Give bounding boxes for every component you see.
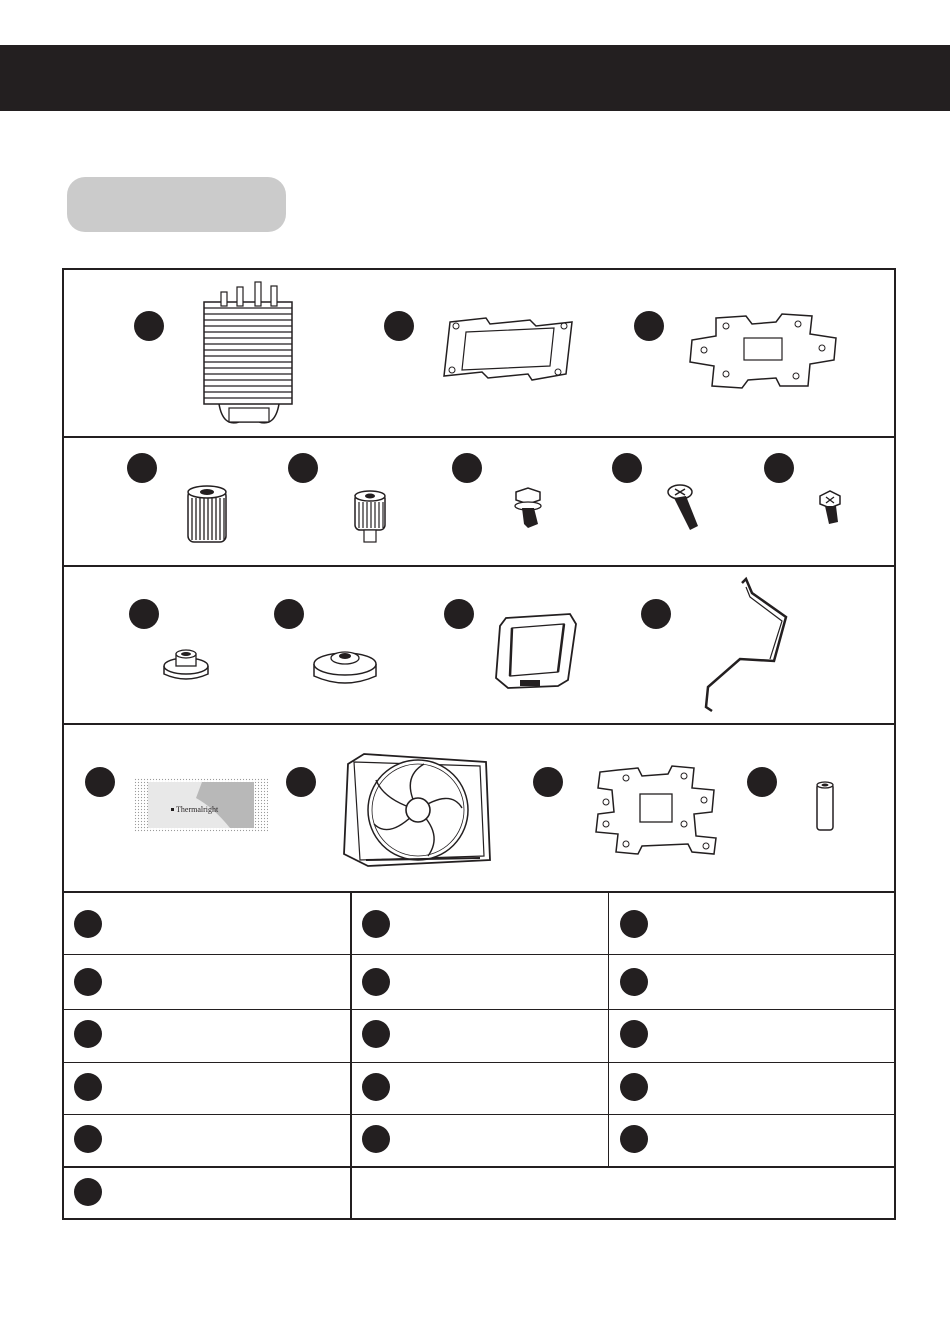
- socket-frame-icon: [488, 610, 584, 692]
- legend-divider: [608, 893, 609, 1166]
- part-number-badge: [129, 599, 159, 629]
- part-number-badge: [134, 311, 164, 341]
- legend-row-divider: [64, 1009, 896, 1010]
- part-number-badge: [288, 453, 318, 483]
- part-number-badge: [286, 767, 316, 797]
- spacer-small-icon: [160, 648, 212, 684]
- legend-badge: [74, 968, 102, 996]
- legend-badge: [362, 910, 390, 938]
- legend-badge: [74, 1020, 102, 1048]
- backplate-icon: [686, 310, 841, 392]
- part-number-badge: [127, 453, 157, 483]
- parts-diagram-frame: [62, 268, 896, 1220]
- screw-long-icon: [664, 482, 706, 532]
- part-number-badge: [612, 453, 642, 483]
- part-number-badge: [274, 599, 304, 629]
- part-number-badge: [634, 311, 664, 341]
- part-number-badge: [444, 599, 474, 629]
- spacer-large-icon: [310, 644, 380, 690]
- part-number-badge: [85, 767, 115, 797]
- legend-row-divider: [64, 954, 896, 955]
- row-divider: [64, 891, 894, 893]
- legend-badge: [74, 1125, 102, 1153]
- standoff-tube-icon: [814, 778, 836, 834]
- legend-badge: [620, 968, 648, 996]
- knurled-standoff-small-icon: [350, 488, 390, 546]
- legend-divider: [350, 893, 352, 1220]
- legend-row-divider: [64, 1114, 896, 1115]
- cooling-fan-icon: [340, 748, 502, 870]
- screw-washer-icon: [508, 484, 548, 530]
- row-divider: [64, 565, 894, 567]
- legend-badge: [362, 1020, 390, 1048]
- legend-badge: [74, 1178, 102, 1206]
- legend-badge: [362, 1073, 390, 1101]
- section-title-pill: [67, 177, 286, 232]
- frame-bracket-icon: [436, 310, 584, 390]
- part-number-badge: [747, 767, 777, 797]
- legend-badge: [620, 1073, 648, 1101]
- part-number-badge: [384, 311, 414, 341]
- part-number-badge: [533, 767, 563, 797]
- header-bar: [0, 45, 950, 111]
- part-number-badge: [452, 453, 482, 483]
- paste-brand-text: Thermalright: [176, 805, 219, 814]
- legend-badge: [620, 1020, 648, 1048]
- row-divider: [64, 436, 894, 438]
- part-number-badge: [764, 453, 794, 483]
- part-number-badge: [641, 599, 671, 629]
- legend-badge: [362, 1125, 390, 1153]
- legend-row-divider: [64, 1062, 896, 1063]
- heatsink-tower-icon: [199, 272, 299, 432]
- legend-badge: [620, 910, 648, 938]
- thermal-paste-packet-icon: [134, 778, 268, 832]
- knurled-standoff-large-icon: [182, 482, 232, 548]
- legend-badge: [74, 1073, 102, 1101]
- fan-clip-wire-icon: [696, 575, 796, 715]
- screw-short-icon: [816, 488, 846, 528]
- legend-badge: [362, 968, 390, 996]
- legend-badge: [620, 1125, 648, 1153]
- mounting-plate-icon: [590, 764, 720, 856]
- legend-badge: [74, 910, 102, 938]
- row-divider: [64, 723, 894, 725]
- legend-row-divider: [64, 1166, 894, 1168]
